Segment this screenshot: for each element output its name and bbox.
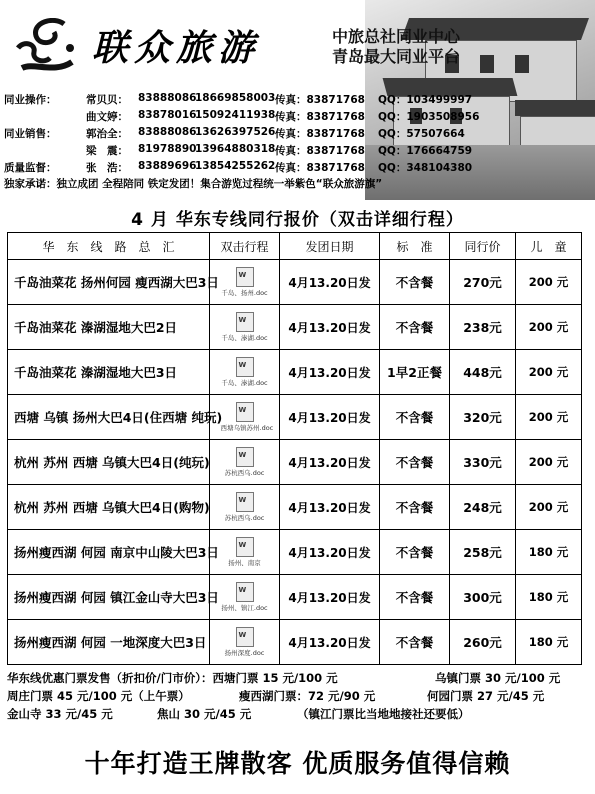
meal-standard: 不含餐 <box>380 440 450 485</box>
itinerary-doc-link[interactable] <box>221 492 269 522</box>
contact-qq: QQ：1903508956 <box>378 111 480 123</box>
itinerary-cell <box>210 440 280 485</box>
pledge-text: 独家承诺：独立成团 全程陪同 铁定发团！集合游览过程统一举紫色“联众旅游旗” <box>4 178 383 190</box>
child-price: 200 元 <box>516 350 582 395</box>
table-row <box>8 485 582 530</box>
itinerary-doc-link[interactable] <box>220 402 274 432</box>
table-header-row <box>8 233 582 260</box>
contact-phone: 83888086 <box>138 92 197 104</box>
route-name: 杭州 苏州 西塘 乌镇大巴4日(购物) <box>8 485 210 530</box>
itinerary-doc-link[interactable] <box>221 447 269 477</box>
child-price: 200 元 <box>516 395 582 440</box>
contact-mobile: 18669858003 <box>195 92 276 104</box>
ticket-line-3c: （镇江门票比当地地接社还要低） <box>297 707 470 721</box>
itinerary-cell <box>210 350 280 395</box>
ticket-line-1b: 乌镇门票 30 元/100 元 <box>435 671 561 685</box>
table-row <box>8 395 582 440</box>
ticket-line-2c: 何园门票 27 元/45 元 <box>427 689 545 703</box>
contact-fax: 传真：83871768 <box>275 94 365 106</box>
contact-fax: 传真：83871768 <box>275 162 365 174</box>
contact-name: 曲文婷： <box>86 111 128 123</box>
contact-phone: 83888086 <box>138 126 197 138</box>
slogan-line-2: 青岛最大同业平台 <box>332 47 461 66</box>
col-header-standard: 标 准 <box>380 233 450 260</box>
departure-date: 4月13.20日发 <box>280 440 380 485</box>
contact-row <box>4 160 474 177</box>
header <box>0 0 595 205</box>
ticket-line-2b: 瘦西湖门票：72 元/90 元 <box>239 689 376 703</box>
itinerary-doc-link[interactable] <box>221 357 269 387</box>
word-doc-icon: W <box>236 402 254 422</box>
child-price: 180 元 <box>516 620 582 665</box>
route-name: 扬州瘦西湖 何园 镇江金山寺大巴3日 <box>8 575 210 620</box>
contact-qq: QQ：348104380 <box>378 162 473 174</box>
departure-date: 4月13.20日发 <box>280 485 380 530</box>
itinerary-doc-name: 苏杭西乌.doc <box>224 469 265 477</box>
itinerary-doc-link[interactable] <box>221 537 269 567</box>
table-row <box>8 260 582 305</box>
word-doc-icon: W <box>236 492 254 512</box>
itinerary-doc-name: 扬州深度.doc <box>224 649 265 657</box>
ticket-offers <box>7 670 581 724</box>
col-header-child: 儿 童 <box>516 233 582 260</box>
meal-standard: 不含餐 <box>380 485 450 530</box>
itinerary-cell <box>210 395 280 440</box>
col-header-peer-price: 同行价 <box>450 233 516 260</box>
contact-phone: 83889696 <box>138 160 197 172</box>
itinerary-cell <box>210 530 280 575</box>
price-list-title: 4 月 华东专线同行报价（双击详细行程） <box>131 210 464 230</box>
departure-date: 4月13.20日发 <box>280 260 380 305</box>
contact-row <box>4 126 474 143</box>
route-name: 扬州瘦西湖 何园 南京中山陵大巴3日 <box>8 530 210 575</box>
col-header-date: 发团日期 <box>280 233 380 260</box>
col-header-itinerary: 双击行程 <box>210 233 280 260</box>
contact-fax: 传真：83871768 <box>275 128 365 140</box>
itinerary-doc-name: 千岛、溱湖.doc <box>221 334 268 342</box>
itinerary-doc-name: 西塘乌镇苏州.doc <box>220 424 274 432</box>
slogan-line-1: 中旅总社同业中心 <box>332 27 461 46</box>
word-doc-icon: W <box>236 312 254 332</box>
contact-mobile: 15092411938 <box>195 109 276 121</box>
meal-standard: 1早2正餐 <box>380 350 450 395</box>
itinerary-cell <box>210 485 280 530</box>
table-row <box>8 575 582 620</box>
meal-standard: 不含餐 <box>380 260 450 305</box>
word-doc-icon: W <box>236 267 254 287</box>
contact-mobile: 13964880318 <box>195 143 276 155</box>
contact-qq: QQ：176664759 <box>378 145 473 157</box>
peer-price: 260元 <box>450 620 516 665</box>
ticket-line-3a: 金山寺 33 元/45 元 <box>7 707 113 721</box>
contact-role: 同业操作： <box>4 94 57 106</box>
peer-price: 300元 <box>450 575 516 620</box>
contact-qq: QQ：103499997 <box>378 94 473 106</box>
meal-standard: 不含餐 <box>380 620 450 665</box>
contact-row <box>4 92 474 109</box>
peer-price: 258元 <box>450 530 516 575</box>
route-name: 千岛油菜花 扬州何园 瘦西湖大巴3日 <box>8 260 210 305</box>
logo-icon <box>14 18 78 76</box>
contact-qq: QQ：57507664 <box>378 128 465 140</box>
meal-standard: 不含餐 <box>380 305 450 350</box>
contact-mobile: 13626397526 <box>195 126 276 138</box>
itinerary-doc-name: 扬州、镇江.doc <box>221 604 268 612</box>
route-name: 千岛油菜花 溱湖湿地大巴3日 <box>8 350 210 395</box>
itinerary-doc-link[interactable] <box>221 312 269 342</box>
route-name: 千岛油菜花 溱湖湿地大巴2日 <box>8 305 210 350</box>
itinerary-doc-name: 千岛、溱湖.doc <box>221 379 268 387</box>
contact-list <box>4 92 480 177</box>
col-header-route: 华 东 线 路 总 汇 <box>8 233 210 260</box>
contact-name: 常贝贝： <box>86 94 128 106</box>
table-row <box>8 350 582 395</box>
child-price: 200 元 <box>516 305 582 350</box>
table-row <box>8 305 582 350</box>
peer-price: 448元 <box>450 350 516 395</box>
route-name: 杭州 苏州 西塘 乌镇大巴4日(纯玩) <box>8 440 210 485</box>
route-name: 扬州瘦西湖 何园 一地深度大巴3日 <box>8 620 210 665</box>
word-doc-icon: W <box>236 537 254 557</box>
contact-row <box>4 143 474 160</box>
child-price: 200 元 <box>516 440 582 485</box>
table-row <box>8 530 582 575</box>
contact-phone: 83878016 <box>138 109 197 121</box>
departure-date: 4月13.20日发 <box>280 575 380 620</box>
table-row <box>8 440 582 485</box>
contact-mobile: 13854255262 <box>195 160 276 172</box>
meal-standard: 不含餐 <box>380 575 450 620</box>
itinerary-doc-link[interactable] <box>221 627 269 657</box>
child-price: 200 元 <box>516 260 582 305</box>
contact-name: 郭治全： <box>86 128 128 140</box>
table-row <box>8 620 582 665</box>
ticket-line-3b: 焦山 30 元/45 元 <box>157 707 252 721</box>
departure-date: 4月13.20日发 <box>280 395 380 440</box>
itinerary-doc-link[interactable] <box>221 267 269 297</box>
peer-price: 270元 <box>450 260 516 305</box>
bottom-slogan: 十年打造王牌散客 优质服务值得信赖 <box>84 749 511 778</box>
child-price: 180 元 <box>516 575 582 620</box>
brand-name: 联众旅游 <box>92 27 261 69</box>
contact-role: 质量监督： <box>4 162 57 174</box>
contact-fax: 传真：83871768 <box>275 111 365 123</box>
itinerary-doc-name: 苏杭西乌.doc <box>224 514 265 522</box>
itinerary-cell <box>210 620 280 665</box>
peer-price: 238元 <box>450 305 516 350</box>
ticket-line-2a: 周庄门票 45 元/100 元（上午票） <box>7 689 190 703</box>
meal-standard: 不含餐 <box>380 530 450 575</box>
itinerary-cell <box>210 260 280 305</box>
contact-role: 同业销售： <box>4 128 57 140</box>
departure-date: 4月13.20日发 <box>280 305 380 350</box>
itinerary-doc-link[interactable] <box>221 582 269 612</box>
meal-standard: 不含餐 <box>380 395 450 440</box>
peer-price: 248元 <box>450 485 516 530</box>
word-doc-icon: W <box>236 357 254 377</box>
peer-price: 320元 <box>450 395 516 440</box>
ticket-line-1a: 华东线优惠门票发售（折扣价/门市价）：西塘门票 15 元/100 元 <box>7 671 338 685</box>
contact-name: 梁 震： <box>86 145 128 157</box>
tour-price-table <box>7 232 582 665</box>
itinerary-doc-name: 千岛、扬州.doc <box>221 289 268 297</box>
departure-date: 4月13.20日发 <box>280 530 380 575</box>
child-price: 200 元 <box>516 485 582 530</box>
contact-phone: 81978890 <box>138 143 197 155</box>
word-doc-icon: W <box>236 447 254 467</box>
peer-price: 330元 <box>450 440 516 485</box>
word-doc-icon: W <box>236 582 254 602</box>
itinerary-cell <box>210 575 280 620</box>
contact-name: 张 浩： <box>86 162 128 174</box>
word-doc-icon: W <box>236 627 254 647</box>
itinerary-doc-name: 扬州、南京 <box>228 559 261 567</box>
contact-fax: 传真：83871768 <box>275 145 365 157</box>
departure-date: 4月13.20日发 <box>280 620 380 665</box>
departure-date: 4月13.20日发 <box>280 350 380 395</box>
contact-row <box>4 109 480 126</box>
child-price: 180 元 <box>516 530 582 575</box>
itinerary-cell <box>210 305 280 350</box>
route-name: 西塘 乌镇 扬州大巴4日(住西塘 纯玩) <box>8 395 210 440</box>
